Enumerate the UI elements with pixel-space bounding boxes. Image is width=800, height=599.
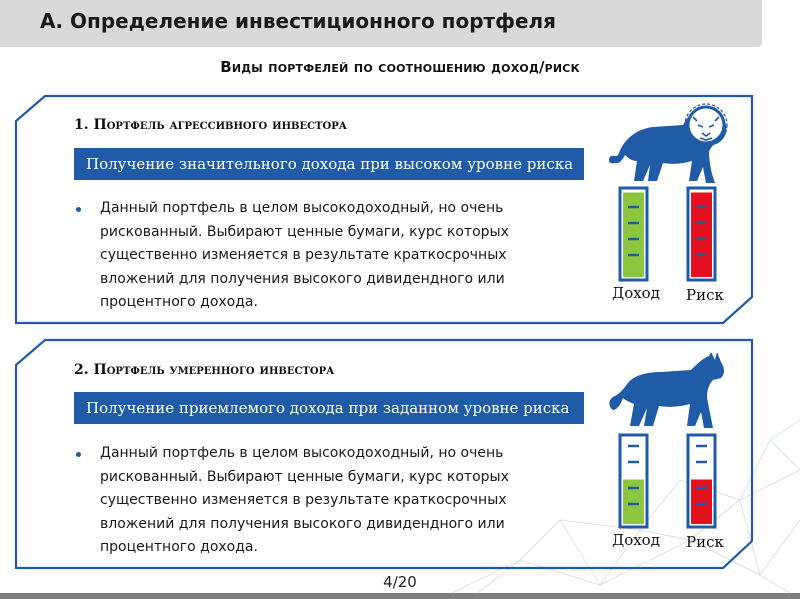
section-1-income-label: Доход xyxy=(612,284,660,302)
income-gauge-fill xyxy=(623,193,644,278)
section-1-bullet xyxy=(76,207,81,212)
risk-gauge-fill xyxy=(691,480,712,525)
wolf-icon xyxy=(605,350,730,430)
lion-icon xyxy=(605,103,730,188)
section-2-band: Получение приемлемого дохода при заданном уровне риска xyxy=(74,392,584,424)
section-2-gauges xyxy=(615,432,735,532)
section-2-risk-label: Риск xyxy=(686,533,724,551)
section-2-title: 2. Портфель умеренного инвестора xyxy=(74,362,335,378)
page-title: А. Определение инвестиционного портфеля xyxy=(40,9,557,33)
section-1-band: Получение значительного дохода при высоком уровне риска xyxy=(74,148,584,180)
section-1-title: 1. Портфель агрессивного инвестора xyxy=(74,117,347,133)
risk-gauge-fill xyxy=(691,193,712,278)
section-1-gauges xyxy=(615,185,735,285)
slide-subtitle: Виды портфелей по соотношению доход/риск xyxy=(220,58,580,76)
section-1-description: Данный портфель в целом высокодоходный, но очень рискованный. Выбирают ценные бумаги, курс которых существенно изменяется в результате краткосрочных вложений для получения высокого дивидендного или процентного дохода. xyxy=(100,200,509,310)
income-gauge-fill xyxy=(623,480,644,525)
section-1-risk-label: Риск xyxy=(686,286,724,304)
footer-bar xyxy=(0,593,800,599)
section-2-income-label: Доход xyxy=(612,531,660,549)
page-number: 4/20 xyxy=(383,573,417,591)
section-2-bullet xyxy=(76,452,81,457)
section-2-description: Данный портфель в целом высокодоходный, но очень рискованный. Выбирают ценные бумаги, курс которых существенно изменяется в результате краткосрочных вложений для получения высокого дивидендного или процентного дохода. xyxy=(100,445,509,555)
